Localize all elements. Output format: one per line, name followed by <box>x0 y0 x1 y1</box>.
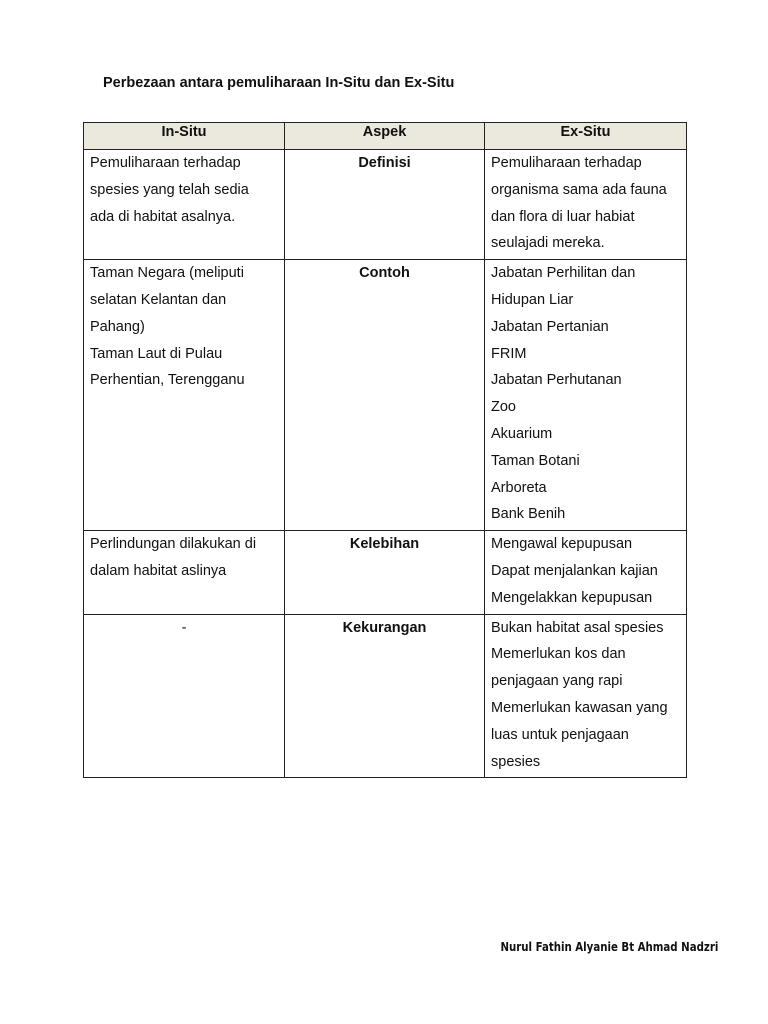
cell-line: seulajadi mereka. <box>491 235 605 252</box>
cell-line: Zoo <box>491 399 516 416</box>
header-aspek: Aspek <box>285 123 485 150</box>
cell-line: Memerlukan kawasan yang <box>491 699 668 716</box>
cell-in-situ-kelebihan <box>84 531 285 614</box>
document-title: Perbezaan antara pemuliharaan In-Situ dan Ex-Situ <box>103 75 455 91</box>
cell-line: Perlindungan dilakukan di <box>90 536 257 553</box>
cell-line: dalam habitat aslinya <box>90 562 227 579</box>
table-row-kekurangan <box>84 614 687 778</box>
cell-ex-situ-kelebihan <box>485 531 687 614</box>
cell-aspek-contoh: Contoh <box>285 260 485 531</box>
cell-line: Memerlukan kos dan <box>491 646 626 663</box>
table-header-row <box>84 123 687 150</box>
cell-line: luas untuk penjagaan <box>491 726 629 743</box>
table-row-contoh <box>84 260 687 531</box>
cell-line: FRIM <box>491 345 527 362</box>
cell-in-situ-contoh <box>84 260 285 531</box>
header-ex-situ: Ex-Situ <box>485 123 687 150</box>
cell-line: penjagaan yang rapi <box>491 673 623 690</box>
cell-line: ada di habitat asalnya. <box>90 208 236 225</box>
cell-in-situ-definisi <box>84 150 285 260</box>
cell-line: Perhentian, Terengganu <box>90 372 245 389</box>
cell-line: Mengawal kepupusan <box>491 536 633 553</box>
cell-line: Bank Benih <box>491 506 566 523</box>
cell-line: Akuarium <box>491 425 553 442</box>
cell-ex-situ-kekurangan <box>485 614 687 778</box>
cell-aspek-definisi: Definisi <box>285 150 485 260</box>
table-row-kelebihan <box>84 531 687 614</box>
cell-ex-situ-contoh <box>485 260 687 531</box>
cell-line: selatan Kelantan dan <box>90 291 227 308</box>
cell-line: Jabatan Perhutanan <box>491 372 622 389</box>
cell-in-situ-kekurangan <box>84 614 285 778</box>
cell-line: - <box>181 619 187 636</box>
author-signature: Nurul Fathin Alyanie Bt Ahmad Nadzri <box>500 940 718 954</box>
cell-line: Pahang) <box>90 318 145 335</box>
cell-line: Pemuliharaan terhadap <box>491 155 642 171</box>
cell-line: Jabatan Perhilitan dan <box>491 265 636 282</box>
table-row-definisi <box>84 150 687 260</box>
cell-line: Mengelakkan kepupusan <box>491 589 653 606</box>
cell-ex-situ-definisi <box>485 150 687 260</box>
cell-line: Hidupan Liar <box>491 291 574 308</box>
cell-aspek-kekurangan: Kekurangan <box>285 614 485 778</box>
comparison-table <box>83 122 687 778</box>
cell-line: Dapat menjalankan kajian <box>491 562 658 579</box>
cell-line: Taman Negara (meliputi <box>90 265 244 282</box>
cell-line: spesies <box>491 753 541 770</box>
cell-line: organisma sama ada fauna <box>491 181 667 198</box>
cell-line: Arboreta <box>491 479 547 496</box>
cell-line: Taman Laut di Pulau <box>90 345 223 362</box>
cell-line: spesies yang telah sedia <box>90 181 249 198</box>
cell-line: dan flora di luar habiat <box>491 208 635 225</box>
cell-line: Taman Botani <box>491 452 580 469</box>
cell-line: Pemuliharaan terhadap <box>90 155 241 171</box>
cell-aspek-kelebihan: Kelebihan <box>285 531 485 614</box>
cell-line: Jabatan Pertanian <box>491 318 609 335</box>
header-in-situ: In-Situ <box>84 123 285 150</box>
cell-line: Bukan habitat asal spesies <box>491 619 664 636</box>
